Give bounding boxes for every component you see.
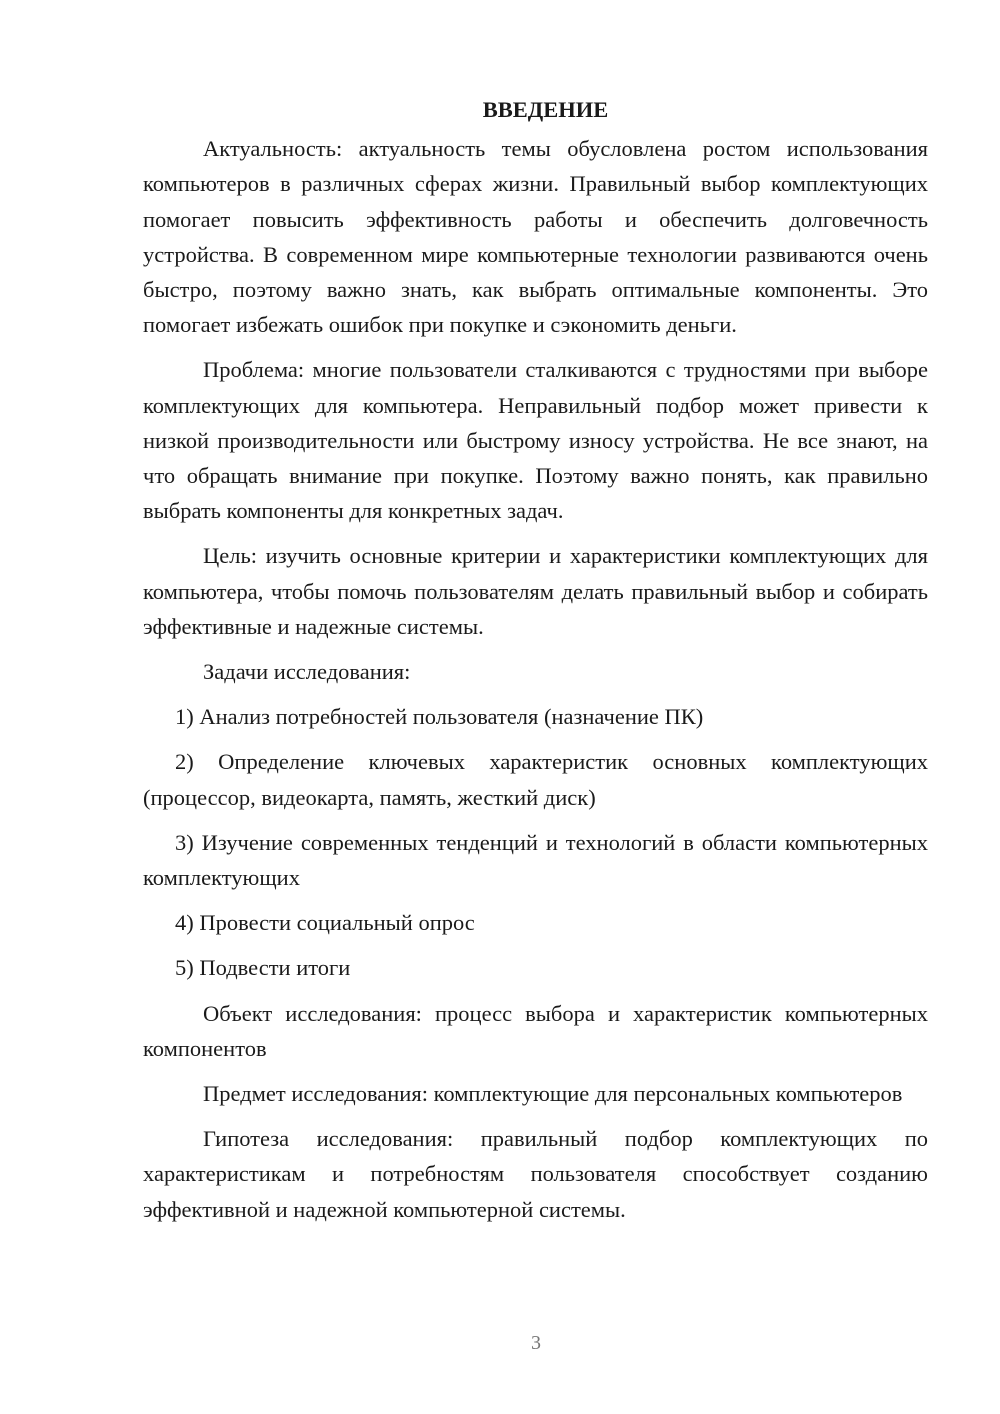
paragraph-problem: Проблема: многие пользователи сталкиваются с трудностями при выборе комплектующих для компьютера. Неправильный подбор может привести к низкой производительности или быстрому износу устройства. Не все знают, на что обращать внимание при покупке. Поэтому важно понять, как правильно выбрать компоненты для конкретных задач.	[143, 357, 928, 524]
paragraph-subject: Предмет исследования: комплектующие для персональных компьютеров	[203, 1081, 903, 1107]
task-item-4: 4) Провести социальный опрос	[175, 910, 475, 936]
tasks-heading: Задачи исследования:	[203, 659, 411, 685]
task-item-5: 5) Подвести итоги	[175, 955, 351, 981]
paragraph-object: Объект исследования: процесс выбора и характеристик компьютерных компонентов	[143, 1000, 928, 1061]
task-item-3: 3) Изучение современных тенденций и технологий в области компьютерных комплектующих	[143, 829, 928, 891]
task-item-2: 2) Определение ключевых характеристик основных комплектующих (процессор, видеокарта, память, жесткий диск)	[143, 749, 928, 810]
tasks-list	[143, 699, 928, 985]
task-item-1: 1) Анализ потребностей пользователя (назначение ПК)	[175, 704, 704, 730]
document-page	[143, 92, 928, 1237]
paragraph-goal: Цель: изучить основные критерии и характеристики комплектующих для компьютера, чтобы помочь пользователям делать правильный выбор и собирать эффективные и надежные системы.	[143, 543, 928, 639]
paragraph-hypothesis: Гипотеза исследования: правильный подбор комплектующих по характеристикам и потребностям пользователя способствует созданию эффективной и надежной компьютерной системы.	[143, 1126, 928, 1222]
page-title: ВВЕДЕНИЕ	[482, 97, 609, 122]
page-number: 3	[531, 1332, 541, 1354]
paragraph-relevance: Актуальность: актуальность темы обусловлена ростом использования компьютеров в различных сферах жизни. Правильный выбор комплектующих помогает повысить эффективность работы и обеспечить долговечность устройства. В современном мире компьютерные технологии развиваются очень быстро, поэтому важно знать, как выбрать оптимальные компоненты. Это помогает избежать ошибок при покупке и сэкономить деньги.	[143, 136, 928, 338]
